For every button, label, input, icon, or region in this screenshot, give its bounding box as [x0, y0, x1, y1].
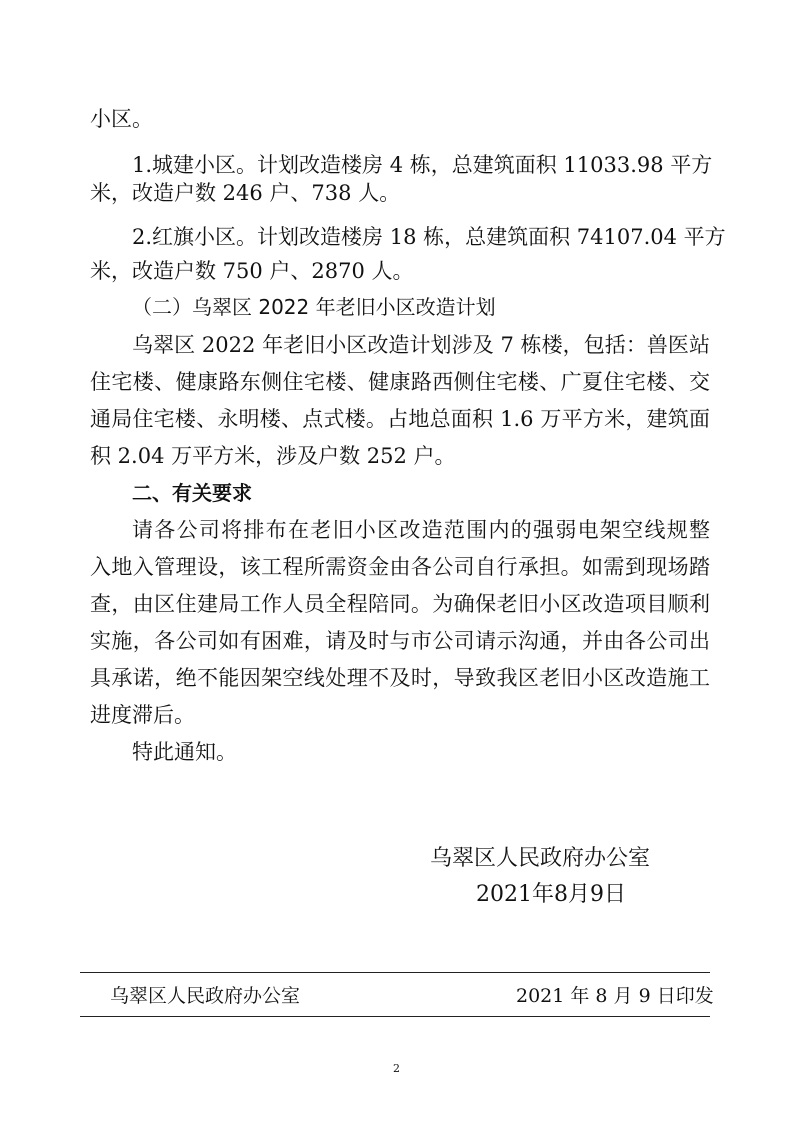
footer-bottom-rule	[80, 1016, 710, 1017]
footer-top-rule	[80, 972, 710, 973]
paragraph-line: 实施，各公司如有困难，请及时与市公司请示沟通，并由各公司出	[90, 629, 710, 653]
signature-organization: 乌翠区人民政府办公室	[430, 846, 651, 871]
footer-issuer: 乌翠区人民政府办公室	[110, 985, 301, 1007]
paragraph-line: 小区。	[90, 107, 153, 131]
paragraph-line: 请各公司将排布在老旧小区改造范围内的强弱电架空线规整	[132, 518, 710, 542]
page-number: 2	[393, 1062, 400, 1075]
paragraph-line: 乌翠区 2022 年老旧小区改造计划涉及 7 栋楼，包括：兽医站	[132, 333, 710, 357]
paragraph-line: 进度滞后。	[90, 703, 195, 727]
paragraph-line: 住宅楼、健康路东侧住宅楼、健康路西侧住宅楼、广夏住宅楼、交	[90, 370, 710, 394]
footer-print-date: 2021 年 8 月 9 日印发	[516, 985, 714, 1007]
paragraph-line: 1.城建小区。计划改造楼房 4 栋，总建筑面积 11033.98 平方	[132, 153, 713, 177]
paragraph-line: 通局住宅楼、永明楼、点式楼。占地总面积 1.6 万平方米，建筑面	[90, 407, 710, 431]
section-subheading: （二）乌翠区 2022 年老旧小区改造计划	[132, 295, 496, 319]
closing-line: 特此通知。	[132, 740, 237, 764]
signature-date: 2021年8月9日	[476, 882, 626, 907]
paragraph-line: 积 2.04 万平方米，涉及户数 252 户。	[90, 444, 456, 468]
paragraph-line: 米，改造户数 750 户、2870 人。	[90, 259, 414, 283]
paragraph-line: 具承诺，绝不能因架空线处理不及时，导致我区老旧小区改造施工	[90, 666, 710, 690]
section-heading: 二、有关要求	[132, 481, 252, 505]
paragraph-line: 米，改造户数 246 户、738 人。	[90, 181, 401, 205]
paragraph-line: 入地入管理设，该工程所需资金由各公司自行承担。如需到现场踏	[90, 555, 710, 579]
paragraph-line: 查，由区住建局工作人员全程陪同。为确保老旧小区改造项目顺利	[90, 592, 710, 616]
paragraph-line: 2.红旗小区。计划改造楼房 18 栋，总建筑面积 74107.04 平方	[132, 225, 726, 249]
